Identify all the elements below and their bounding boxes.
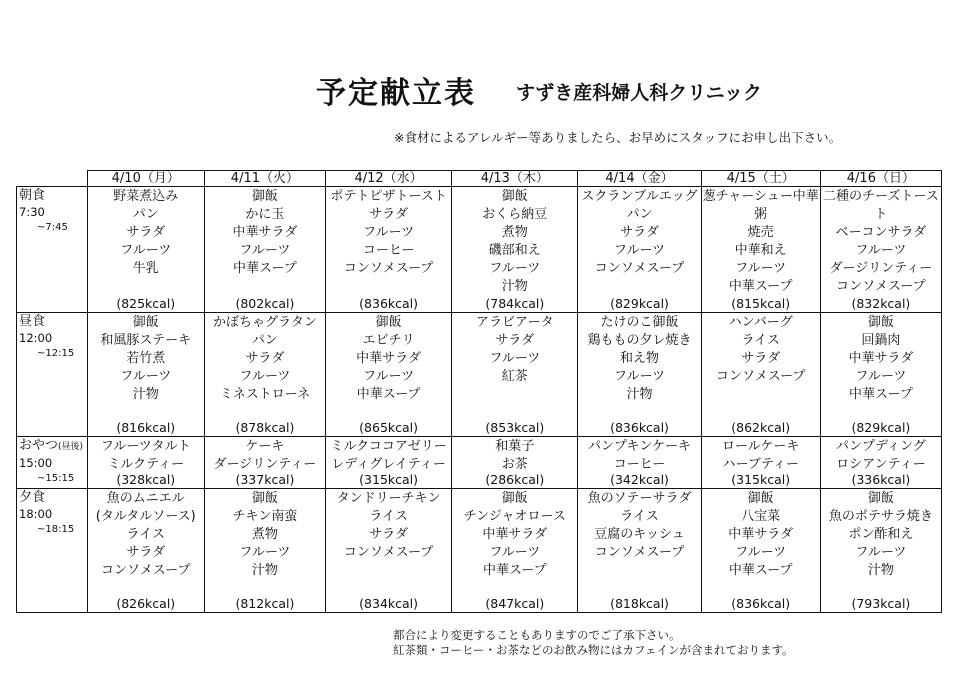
- menu-cell: [820, 187, 941, 313]
- menu-item: フルーツ: [239, 243, 291, 258]
- calorie-label: (315kcal): [359, 472, 419, 487]
- menu-cell-content: [702, 187, 820, 311]
- menu-item: コンソメスープ: [594, 261, 685, 276]
- menu-item: サラダ: [495, 333, 535, 348]
- menu-item: かに玉: [245, 207, 285, 222]
- menu-item: ポン酢和え: [848, 527, 914, 542]
- menu-item: コンソメスープ: [594, 545, 685, 560]
- header-row: [17, 171, 942, 187]
- menu-item: コーヒー: [362, 243, 415, 258]
- menu-item: 二種のチーズトースト: [823, 189, 939, 222]
- menu-item: 汁物: [132, 387, 159, 402]
- menu-cell-content: [452, 187, 577, 311]
- menu-cell-content: [326, 489, 451, 611]
- menu-item: 中華サラダ: [848, 351, 914, 366]
- menu-cell: [820, 313, 941, 437]
- menu-cell: [325, 489, 451, 613]
- menu-item: 御飯: [867, 315, 894, 330]
- meal-start-time: 18:00: [19, 507, 53, 521]
- meal-name: 朝食: [19, 188, 46, 203]
- menu-cell-content: [88, 313, 204, 435]
- menu-item: 中華スープ: [728, 563, 793, 578]
- menu-item: フルーツ: [239, 545, 291, 560]
- menu-item: お茶: [501, 457, 528, 472]
- menu-item: 野菜煮込み: [113, 189, 179, 204]
- menu-cell: [87, 489, 204, 613]
- calorie-label: (818kcal): [610, 596, 669, 611]
- calorie-label: (793kcal): [851, 596, 911, 611]
- menu-item: フルーツ: [363, 369, 415, 384]
- menu-item: コンソメスープ: [101, 563, 191, 578]
- menu-items: [702, 313, 820, 386]
- menu-item: 煮物: [251, 527, 278, 542]
- day-header: 4/12（水）: [325, 171, 451, 187]
- corner-cell: [17, 171, 88, 187]
- menu-cell: [325, 313, 451, 437]
- menu-item: 御飯: [251, 189, 278, 204]
- calorie-label: (812kcal): [235, 596, 295, 611]
- meal-subtitle: (昼後): [58, 442, 84, 452]
- menu-items: [578, 187, 700, 278]
- menu-item: サラダ: [620, 225, 659, 240]
- menu-item: コンソメスープ: [343, 261, 434, 276]
- menu-item: ケーキ: [245, 439, 285, 454]
- menu-item: サラダ: [369, 527, 409, 542]
- menu-item: 牛乳: [132, 261, 159, 276]
- menu-cell-content: [821, 437, 941, 487]
- menu-cell: [578, 313, 701, 437]
- menu-cell: [452, 489, 578, 613]
- menu-item: フルーツ: [363, 225, 415, 240]
- menu-cell: [578, 437, 701, 489]
- menu-item: フルーツ: [735, 261, 787, 276]
- menu-item: フルーツ: [614, 369, 665, 384]
- menu-items: [326, 489, 451, 562]
- menu-item: タンドリーチキン: [336, 491, 441, 506]
- menu-cell-content: [205, 313, 325, 435]
- menu-item: 葱チャーシュー中華粥: [702, 189, 819, 222]
- menu-item: 御飯: [867, 491, 894, 506]
- calorie-label: (825kcal): [116, 296, 176, 311]
- change-notice: 都合により変更することもありますのでご了承下さい。: [393, 628, 681, 642]
- menu-cell: [701, 437, 820, 489]
- menu-item: パン: [251, 333, 278, 348]
- calorie-label: (836kcal): [359, 296, 419, 311]
- menu-cell: [87, 437, 204, 489]
- menu-cell-content: [702, 489, 820, 611]
- calorie-label: (829kcal): [610, 296, 669, 311]
- menu-items: [578, 437, 700, 474]
- menu-item: フルーツ: [855, 369, 907, 384]
- menu-cell-content: [702, 437, 820, 487]
- meal-start-time: 7:30: [19, 205, 45, 219]
- menu-item: ミルクティー: [107, 457, 185, 472]
- caffeine-notice: 紅茶類・コーヒー・お茶などのお飲み物にはカフェインが含まれております。: [393, 643, 794, 657]
- menu-item: ダージリンティー: [829, 261, 933, 276]
- menu-item: ライス: [620, 509, 659, 524]
- menu-item: 中華和え: [734, 243, 787, 258]
- menu-item: コンソメスープ: [343, 545, 434, 560]
- menu-item: ハーブティー: [722, 457, 799, 472]
- calorie-label: (862kcal): [731, 420, 791, 435]
- meal-label-cell: [17, 489, 88, 613]
- meal-end-time: ~15:15: [37, 473, 75, 484]
- menu-item: パン: [626, 207, 653, 222]
- menu-items: [821, 187, 941, 296]
- calorie-label: (853kcal): [485, 420, 545, 435]
- calorie-label: (829kcal): [851, 420, 911, 435]
- calorie-label: (784kcal): [485, 296, 545, 311]
- menu-item: フルーツ: [239, 369, 291, 384]
- menu-cell-content: [578, 437, 700, 487]
- menu-item: ライス: [741, 333, 780, 348]
- menu-item: 中華スープ: [482, 563, 547, 578]
- menu-cell-content: [88, 187, 204, 311]
- meal-label-cell: [17, 187, 88, 313]
- menu-cell: [701, 489, 820, 613]
- menu-items: [452, 437, 577, 474]
- menu-item: ライス: [369, 509, 408, 524]
- menu-item: 魚のソテーサラダ: [587, 491, 692, 506]
- menu-items: [578, 313, 700, 404]
- menu-item: 中華スープ: [728, 279, 793, 294]
- page-title: 予定献立表: [316, 76, 476, 111]
- menu-items: [205, 489, 325, 580]
- menu-item: (タルタルソース): [95, 509, 196, 524]
- calorie-label: (315kcal): [731, 472, 791, 487]
- menu-cell-content: [88, 437, 204, 487]
- menu-item: フルーツ: [735, 545, 787, 560]
- menu-item: ミネストローネ: [219, 387, 311, 402]
- menu-item: スクランブルエッグ: [581, 189, 698, 204]
- menu-item: ベーコンサラダ: [835, 225, 927, 240]
- calorie-label: (802kcal): [235, 296, 295, 311]
- menu-item: 豆腐のキッシュ: [594, 527, 685, 542]
- menu-cell-content: [821, 187, 941, 311]
- day-header: 4/13（木）: [452, 171, 578, 187]
- menu-cell: [578, 489, 701, 613]
- menu-cell-content: [452, 313, 577, 435]
- menu-cell: [204, 437, 325, 489]
- menu-item: 御飯: [501, 491, 528, 506]
- menu-item: 魚のポテサラ焼き: [828, 509, 933, 524]
- menu-items: [702, 489, 820, 580]
- menu-item: 中華スープ: [233, 261, 297, 276]
- menu-item: サラダ: [369, 207, 409, 222]
- menu-items: [452, 489, 577, 580]
- calorie-label: (328kcal): [116, 472, 176, 487]
- menu-item: 御飯: [251, 491, 278, 506]
- menu-item: 煮物: [501, 225, 528, 240]
- menu-items: [578, 489, 700, 562]
- menu-item: ロールケーキ: [721, 439, 800, 454]
- meal-name: おやつ: [19, 438, 59, 453]
- calorie-label: (878kcal): [235, 420, 295, 435]
- calorie-label: (816kcal): [116, 420, 176, 435]
- meal-end-time: ~7:45: [37, 222, 68, 233]
- menu-items: [88, 489, 204, 580]
- menu-cell: [452, 313, 578, 437]
- menu-item: 和菓子: [495, 439, 535, 454]
- menu-item: おくら納豆: [482, 207, 548, 222]
- menu-items: [205, 187, 325, 278]
- menu-item: フルーツ: [489, 351, 541, 366]
- menu-item: 回鍋肉: [861, 333, 901, 348]
- meal-end-time: ~18:15: [37, 524, 75, 535]
- menu-item: パン: [132, 207, 159, 222]
- menu-item: コンソメスープ: [715, 369, 806, 384]
- menu-items: [452, 187, 577, 296]
- menu-cell-content: [326, 313, 451, 435]
- menu-item: コンソメスープ: [836, 279, 926, 294]
- meal-end-time: ~12:15: [37, 348, 75, 359]
- menu-item: 八宝菜: [741, 509, 781, 524]
- menu-cell-content: [326, 437, 451, 487]
- day-header: 4/15（土）: [701, 171, 820, 187]
- menu-item: 中華サラダ: [482, 527, 548, 542]
- menu-item: フルーツタルト: [100, 439, 191, 454]
- menu-item: ダージリンティー: [213, 457, 317, 472]
- meal-row: [17, 437, 942, 489]
- menu-items: [702, 437, 820, 474]
- calorie-label: (286kcal): [485, 472, 545, 487]
- meal-name: 夕食: [19, 490, 46, 505]
- menu-item: 中華サラダ: [728, 527, 794, 542]
- menu-item: フルーツ: [855, 243, 907, 258]
- calorie-label: (815kcal): [731, 296, 791, 311]
- menu-item: 御飯: [375, 315, 402, 330]
- menu-cell-content: [821, 313, 941, 435]
- menu-item: サラダ: [126, 545, 166, 560]
- menu-item: パンプディング: [836, 439, 926, 454]
- menu-items: [702, 187, 820, 296]
- menu-cell-content: [88, 489, 204, 611]
- menu-cell: [87, 187, 204, 313]
- menu-item: ポテトピザトースト: [330, 189, 447, 204]
- menu-item: フルーツ: [489, 545, 541, 560]
- menu-cell: [701, 187, 820, 313]
- meal-row: [17, 313, 942, 437]
- menu-cell-content: [452, 437, 577, 487]
- meal-row: [17, 489, 942, 613]
- menu-items: [205, 437, 325, 474]
- menu-cell: [578, 187, 701, 313]
- menu-cell: [701, 313, 820, 437]
- menu-item: 汁物: [626, 387, 653, 402]
- menu-cell: [325, 187, 451, 313]
- menu-items: [88, 437, 204, 474]
- meal-label-cell: [17, 313, 88, 437]
- menu-item: 若竹煮: [126, 351, 166, 366]
- calorie-label: (342kcal): [610, 472, 669, 487]
- menu-table: [16, 170, 942, 613]
- menu-item: 御飯: [747, 491, 774, 506]
- menu-item: フルーツ: [855, 545, 907, 560]
- menu-item: ハンバーグ: [728, 315, 793, 330]
- meal-name: 昼食: [19, 314, 46, 329]
- menu-item: 和え物: [620, 351, 660, 366]
- menu-item: フルーツ: [120, 369, 172, 384]
- calorie-label: (337kcal): [235, 472, 295, 487]
- menu-item: 鶏ももの夕レ焼き: [587, 333, 692, 348]
- menu-items: [452, 313, 577, 386]
- menu-item: サラダ: [245, 351, 285, 366]
- day-header: 4/14（金）: [578, 171, 701, 187]
- menu-item: フルーツ: [489, 261, 541, 276]
- menu-item: たけのこ御飯: [600, 315, 679, 330]
- menu-items: [326, 437, 451, 474]
- menu-item: 中華スープ: [849, 387, 913, 402]
- menu-item: 汁物: [251, 563, 278, 578]
- calorie-label: (865kcal): [359, 420, 419, 435]
- menu-items: [821, 489, 941, 580]
- menu-items: [326, 313, 451, 404]
- meal-label-cell: [17, 437, 88, 489]
- day-header: 4/10（月）: [87, 171, 204, 187]
- menu-cell: [452, 187, 578, 313]
- menu-items: [821, 313, 941, 404]
- menu-cell-content: [205, 489, 325, 611]
- menu-cell-content: [205, 187, 325, 311]
- menu-item: フルーツ: [614, 243, 665, 258]
- meal-start-time: 12:00: [19, 331, 53, 345]
- calorie-label: (336kcal): [851, 472, 911, 487]
- menu-cell: [204, 187, 325, 313]
- menu-item: 和風豚ステーキ: [100, 333, 192, 348]
- meal-row: [17, 187, 942, 313]
- menu-cell-content: [578, 489, 700, 611]
- menu-item: コーヒー: [613, 457, 666, 472]
- menu-item: 御飯: [501, 189, 528, 204]
- menu-cell: [820, 489, 941, 613]
- calorie-label: (826kcal): [116, 596, 176, 611]
- menu-cell-content: [326, 187, 451, 311]
- menu-items: [205, 313, 325, 404]
- day-header: 4/16（日）: [820, 171, 941, 187]
- menu-item: サラダ: [126, 225, 166, 240]
- calorie-label: (836kcal): [610, 420, 669, 435]
- menu-items: [821, 437, 941, 474]
- menu-cell-content: [821, 489, 941, 611]
- menu-item: チンジャオロース: [463, 509, 566, 524]
- menu-item: ライス: [126, 527, 165, 542]
- menu-items: [326, 187, 451, 278]
- menu-items: [88, 313, 204, 404]
- menu-item: 磯部和え: [488, 243, 541, 258]
- calorie-label: (834kcal): [359, 596, 419, 611]
- menu-cell: [87, 313, 204, 437]
- menu-item: 中華サラダ: [356, 351, 422, 366]
- menu-item: チキン南蛮: [232, 509, 298, 524]
- allergy-note: ※食材によるアレルギー等ありましたら、お早めにスタッフにお申し出下さい。: [394, 130, 842, 145]
- menu-cell: [204, 489, 325, 613]
- menu-table-body: [17, 171, 942, 613]
- menu-item: レディグレイティー: [331, 457, 446, 472]
- menu-cell-content: [578, 313, 700, 435]
- menu-item: 汁物: [501, 279, 528, 294]
- menu-cell: [452, 437, 578, 489]
- menu-item: ロシアンティー: [836, 457, 926, 472]
- menu-item: 魚のムニエル: [106, 491, 185, 506]
- menu-cell-content: [578, 187, 700, 311]
- menu-item: 中華サラダ: [232, 225, 298, 240]
- clinic-name: すずき産科婦人科クリニック: [516, 82, 763, 104]
- menu-cell: [204, 313, 325, 437]
- menu-item: フルーツ: [120, 243, 172, 258]
- menu-item: 中華スープ: [356, 387, 421, 402]
- meal-start-time: 15:00: [19, 456, 53, 470]
- menu-items: [88, 187, 204, 278]
- menu-item: ミルクココアゼリー: [330, 439, 447, 454]
- menu-item: 汁物: [867, 563, 894, 578]
- menu-cell-content: [205, 437, 325, 487]
- menu-cell-content: [702, 313, 820, 435]
- menu-item: サラダ: [741, 351, 781, 366]
- menu-item: パンプキンケーキ: [587, 439, 692, 454]
- menu-item: アラビアータ: [476, 315, 554, 330]
- calorie-label: (836kcal): [731, 596, 791, 611]
- menu-item: 焼売: [747, 225, 774, 240]
- day-header: 4/11（火）: [204, 171, 325, 187]
- calorie-label: (847kcal): [485, 596, 545, 611]
- menu-item: エビチリ: [362, 333, 415, 348]
- menu-cell-content: [452, 489, 577, 611]
- menu-item: 御飯: [132, 315, 159, 330]
- menu-cell: [820, 437, 941, 489]
- menu-cell: [325, 437, 451, 489]
- calorie-label: (832kcal): [851, 296, 911, 311]
- menu-item: かぼちゃグラタン: [212, 315, 317, 330]
- menu-item: 紅茶: [501, 369, 528, 384]
